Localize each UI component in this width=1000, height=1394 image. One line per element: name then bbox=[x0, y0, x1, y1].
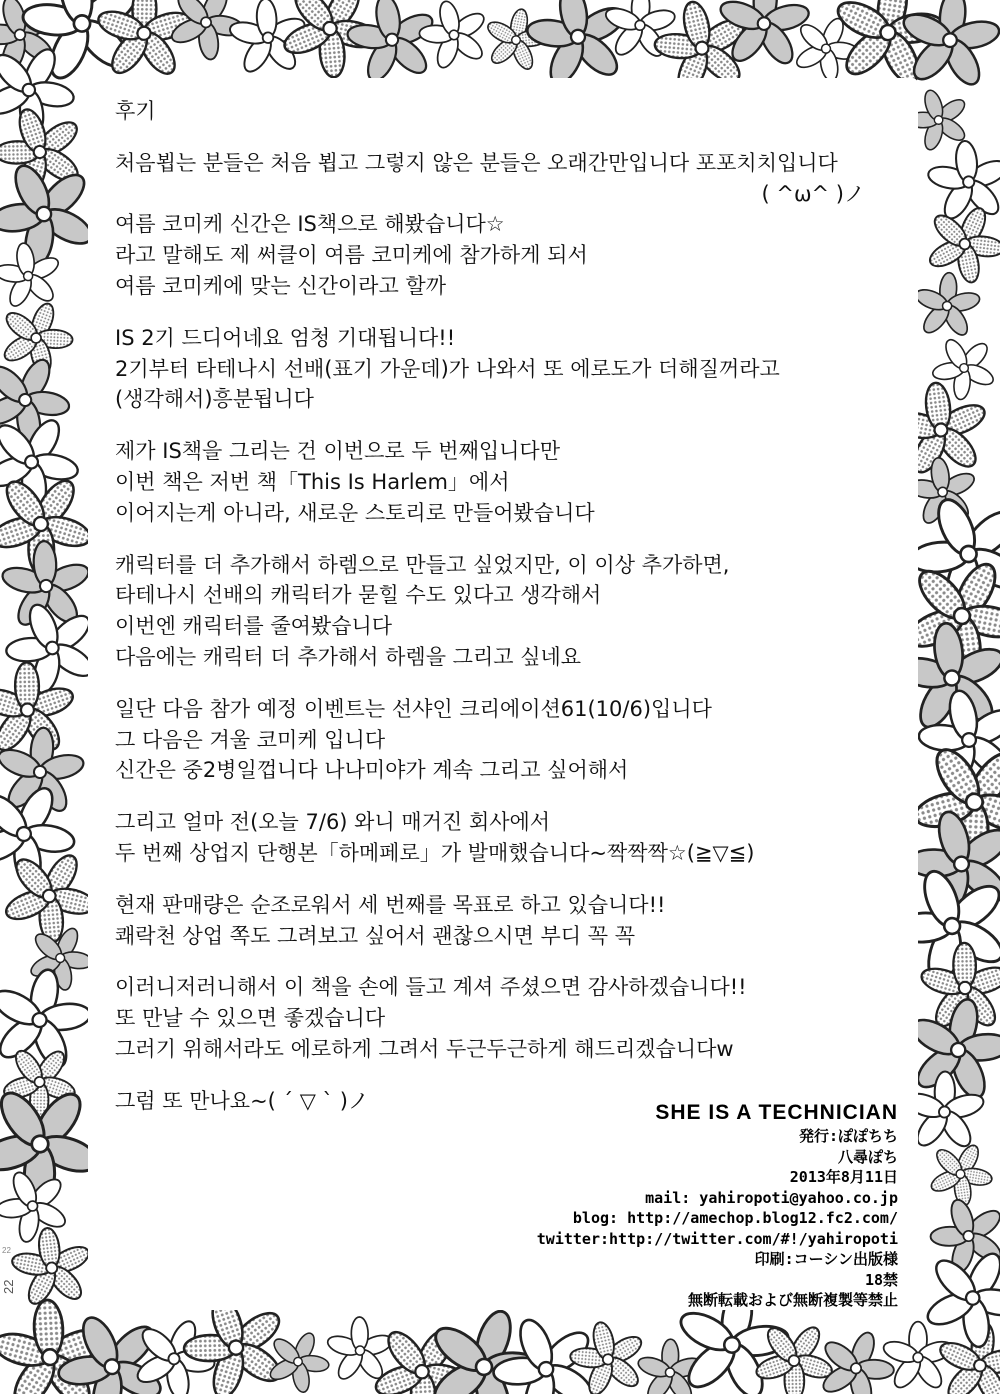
spacer bbox=[115, 869, 895, 890]
spacer bbox=[115, 786, 895, 807]
publish-date: 2013年8月11日 bbox=[789, 1168, 898, 1186]
text-line: 두 번째 상업지 단행본「하메페로」가 발매했습니다~짝짝짝☆(≧▽≦) bbox=[115, 840, 755, 865]
spacer bbox=[115, 951, 895, 972]
closing-line: 그럼 또 만나요~( ´ ▽ ` )ノ bbox=[115, 1088, 369, 1113]
spacer bbox=[115, 1065, 895, 1086]
page-number-small: 22 bbox=[2, 1246, 11, 1255]
text-line: 처음뵙는 분들은 처음 뵙고 그렇지 않은 분들은 오래간만입니다 포포치치입니다 bbox=[115, 150, 838, 175]
page-number: 22 bbox=[1, 1279, 16, 1294]
text-line: 그리고 얼마 전(오늘 7/6) 와니 매거진 회사에서 bbox=[115, 810, 551, 835]
text-line: 그러기 위해서라도 에로하게 그려서 두근두근하게 해드리겠습니다w bbox=[115, 1036, 734, 1061]
printer: 印刷:コーシン出版様 bbox=[754, 1250, 898, 1268]
book-title: SHE IS A TECHNICIAN bbox=[655, 1101, 898, 1124]
text-line: 또 만날 수 있으면 좋겠습니다 bbox=[115, 1006, 386, 1031]
text-line: 신간은 중2병일껍니다 나나미야가 계속 그리고 싶어해서 bbox=[115, 758, 629, 783]
text-line: 현재 판매량은 순조로워서 세 번째를 목표로 하고 있습니다!! bbox=[115, 892, 666, 917]
text-line: 일단 다음 참가 예정 이벤트는 선샤인 크리에이션61(10/6)입니다 bbox=[115, 696, 712, 721]
copyright-notice: 無断転載および無断複製等禁止 bbox=[687, 1291, 898, 1309]
text-line: 타테나시 선배의 캐릭터가 묻힐 수도 있다고 생각해서 bbox=[115, 583, 602, 608]
text-line: IS 2기 드디어네요 엄청 기대됩니다!! bbox=[115, 325, 456, 350]
text-line: 이러니저러니해서 이 책을 손에 들고 계셔 주셨으면 감사하겠습니다!! bbox=[115, 975, 747, 1000]
afterword-heading: 후기 bbox=[115, 99, 156, 123]
text-line: 제가 IS책을 그리는 건 이번으로 두 번째입니다만 bbox=[115, 439, 561, 464]
spacer bbox=[115, 673, 895, 694]
twitter-url: twitter:http://twitter.com/#!/yahiropoti bbox=[536, 1229, 898, 1248]
spacer bbox=[115, 415, 895, 436]
spacer bbox=[115, 302, 895, 323]
text-line: 이번엔 캐릭터를 줄여봤습니다 bbox=[115, 614, 393, 639]
publisher: 発行:ぽぽちち bbox=[798, 1127, 898, 1145]
text-line: 쾌락천 상업 쪽도 그려보고 싶어서 괜찮으시면 부디 꼭 꼭 bbox=[115, 923, 635, 948]
text-line: (생각해서)흥분됩니다 bbox=[115, 387, 314, 412]
spacer bbox=[115, 529, 895, 550]
text-line: 여름 코미케 신간은 IS책으로 해봤습니다☆ bbox=[115, 212, 505, 237]
author: 八尋ぽち bbox=[837, 1147, 898, 1166]
mail-address: mail: yahiropoti@yahoo.co.jp bbox=[645, 1188, 898, 1207]
blog-url: blog: http://amechop.blog12.fc2.com/ bbox=[572, 1209, 898, 1227]
text-line: 여름 코미케에 맞는 신간이라고 할까 bbox=[115, 273, 446, 298]
text-line: 이어지는게 아니라, 새로운 스토리로 만들어봤습니다 bbox=[115, 500, 595, 525]
text-line: 다음에는 캐릭터 더 추가해서 하렘을 그리고 싶네요 bbox=[115, 644, 582, 669]
text-line: 캐릭터를 더 추가해서 하렘으로 만들고 싶었지만, 이 이상 추가하면, bbox=[115, 552, 730, 577]
spacer bbox=[115, 127, 895, 148]
text-line: 2기부터 타테나시 선배(표기 가운데)가 나와서 또 에로도가 더해질꺼라고 bbox=[115, 356, 780, 381]
text-line: 그 다음은 겨울 코미케 입니다 bbox=[115, 727, 386, 752]
colophon bbox=[537, 1100, 898, 1311]
afterword-body bbox=[115, 96, 895, 1117]
age-rating: 18禁 bbox=[864, 1270, 898, 1289]
text-line: 이번 책은 저번 책「This Is Harlem」에서 bbox=[115, 469, 510, 494]
text-line: 라고 말해도 제 써클이 여름 코미케에 참가하게 되서 bbox=[115, 243, 588, 268]
emoticon-line: ( ^ω^ )ノ bbox=[761, 181, 865, 206]
